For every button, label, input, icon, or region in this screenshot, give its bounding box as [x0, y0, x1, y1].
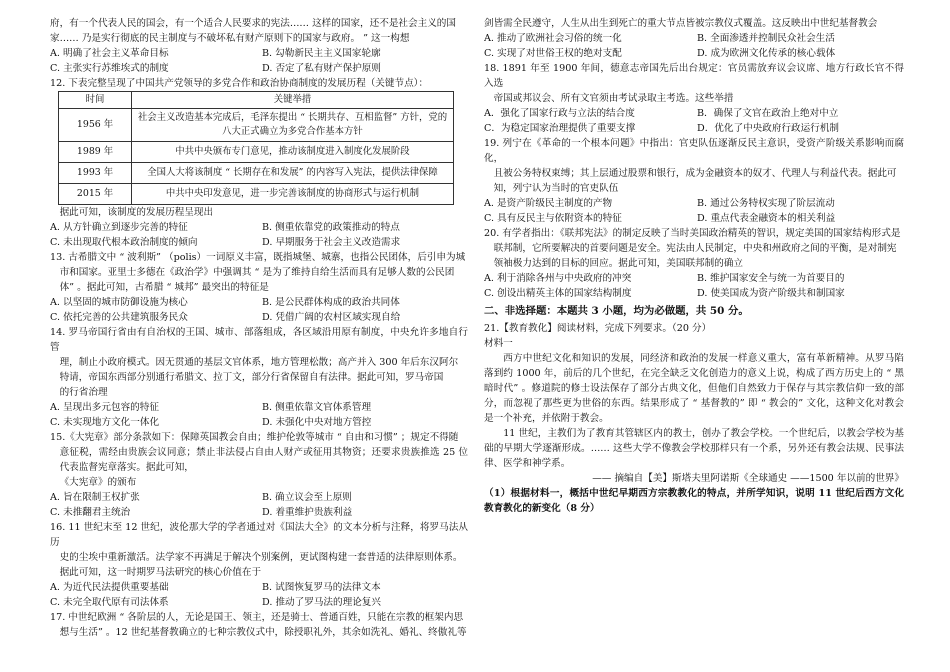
q11-line: 家…… 乃是实行彻底的民主制度与不破坏私有财产原则下的国家与政府。 ” 这一构想: [50, 33, 410, 44]
q13-line: 市和国家。亚里士多德在《政治学》中强调其 “ 是为了维持自给生活而具有足够人数的公民团: [59, 267, 455, 278]
q20-line: 领袖极力达到的目标的回应。据此可知，美国联邦制的确立: [493, 258, 744, 269]
option-a[interactable]: A. 推动了欧洲社会习俗的统一化: [484, 33, 622, 44]
q15-line: 15.《大宪章》部分条款如下：保障英国教会自由；维护伦敦等城市 “ 自由和习惯” ；规定不得随: [50, 432, 459, 443]
q17-options: [484, 31, 904, 61]
section-heading: 二、非选择题：本题共 3 小题，均为必做题，共 50 分。: [484, 305, 749, 317]
q14-line: 14. 罗马帝国行省由有自治权的王国、城市、部落组成，各区域沿用原有制度，中央允许多地自行管: [50, 327, 468, 353]
q19-line: 知，列宁认为当时的官吏队伍: [493, 183, 619, 194]
q19-line: 19. 列宁在《革命的一个根本问题》中指出：官吏队伍逐渐反民主意识，受资产阶级关系影响而腐化，: [484, 138, 904, 164]
q18-line: 18. 1891 年至 1900 年间，德意志帝国先后出台规定：官员需放弃议会议席、地方行政长官不得入选: [484, 63, 904, 89]
q16-line: 据此可知，这一时期罗马法研究的核心价值在于: [59, 567, 262, 578]
table-cell-year: 1993 年: [59, 163, 132, 184]
option-b[interactable]: B. 是公民群体构成的政治共同体: [262, 297, 400, 308]
option-d[interactable]: D. 重点代表金融资本的相关利益: [697, 213, 836, 224]
q11-line: 府，有一个代表人民的国会，有一个适合人民要求的宪法…… 这样的国家，还不是社会主义的国: [50, 18, 456, 29]
q12-tail: 据此可知，该制度的发展历程呈现出: [59, 207, 214, 218]
q13-line: 体” 。据此可知，古希腊 “ 城邦” 最突出的特征是: [59, 282, 269, 293]
option-b[interactable]: B. 确立议会至上原则: [262, 492, 352, 503]
option-c[interactable]: C. 具有反民主与依附资本的特征: [484, 213, 622, 224]
table-cell-event: 中共中央印发意见，进一步完善该制度的协商形式与运行机制: [132, 184, 454, 205]
q16-line: 16. 11 世纪末至 12 世纪，波伦那大学的学者通过对《国法大全》的文本分析与注释，将罗马法从历: [50, 522, 468, 548]
q20-line: 联邦制，它所要解决的首要问题是安全。宪法由人民制定，中央和州政府之间的平衡，是对制宪: [493, 243, 897, 254]
option-d[interactable]: D. 着重维护贵族利益: [262, 507, 353, 518]
option-c[interactable]: C．为稳定国家治理提供了重要支撑: [484, 123, 636, 134]
table-cell-event: 中共中央颁布专门意见，推动该制度进入制度化发展阶段: [132, 142, 454, 163]
material-paragraph: 11 世纪，主教们为了教育其管辖区内的教士，创办了教会学校。一个世纪后，以教会学校为基础的早期大学逐渐形成。…… 这些大学不像教会学校那样只有一个系，另外还有教会法规、民事法律、医学和神学系。: [484, 428, 904, 469]
q16-line: 史的尘埃中重新激活。法学家不再满足于解决个别案例，更试图构建一套普适的法律原则体系。: [59, 552, 463, 563]
question-15: [50, 430, 468, 520]
option-b[interactable]: B. 侧重依靠文官体系管理: [262, 402, 372, 413]
option-c[interactable]: C. 创设出精英主体的国家结构制度: [484, 288, 632, 299]
option-a[interactable]: A. 为近代民法提供重要基础: [50, 582, 169, 593]
option-a[interactable]: A. 是资产阶级民主制度的产物: [484, 198, 613, 209]
question-16: [50, 520, 468, 610]
table-row: [59, 109, 454, 142]
option-d[interactable]: D. 早期服务于社会主义改造需求: [262, 237, 401, 248]
q21-title: 21.【教育教化】阅读材料，完成下列要求。（20 分）: [484, 323, 712, 334]
option-c[interactable]: C. 实现了对世俗王权的绝对支配: [484, 48, 622, 59]
option-c[interactable]: C. 未完全取代原有司法体系: [50, 597, 169, 608]
q14-line: 理，制止小政府模式。因无贯通的基层文官体系，地方管理松散；高产并入 300 年后东汉阿尔: [59, 357, 459, 368]
option-d[interactable]: D. 否定了私有财产保护原则: [262, 63, 381, 74]
q16-options: [50, 580, 468, 610]
option-a[interactable]: A. 利于消除各州与中央政府的冲突: [484, 273, 632, 284]
question-13: [50, 250, 468, 325]
option-a[interactable]: A. 从方针确立到逐步完善的特征: [50, 222, 188, 233]
q14-line: 的行省治理: [59, 387, 108, 398]
table-cell-event: 全国人大将该制度 “ 长期存在和发展” 的内容写入宪法，提供法律保障: [132, 163, 454, 184]
option-a[interactable]: A. 以坚固的城市防御设施为核心: [50, 297, 188, 308]
q18-options: [484, 106, 904, 136]
table-row: [59, 142, 454, 163]
right-column: [484, 16, 904, 516]
question-19: [484, 136, 904, 226]
question-14: [50, 325, 468, 430]
table-header-time: 时间: [59, 92, 132, 109]
q11-options: [50, 46, 468, 76]
table-cell-year: 2015 年: [59, 184, 132, 205]
q15-options: [50, 490, 468, 520]
question-21: [484, 321, 904, 516]
q19-line: 且被公务特权束缚；其上层通过股票和银行，成为金融资本的奴才、代理人与利益代表。据此可: [493, 168, 897, 179]
table-row: [59, 184, 454, 205]
option-a[interactable]: A. 旨在限制王权扩张: [50, 492, 140, 503]
option-b[interactable]: B. 勾勒新民主主义国家轮廓: [262, 48, 381, 59]
question-18: [484, 61, 904, 136]
option-b[interactable]: B. 全面渗透并控制民众社会生活: [697, 33, 835, 44]
q12-table: [58, 91, 454, 205]
q13-line: 13. 古希腊文中 “ 波利斯” （polis）一词原义丰富，既指城堡、城寨，也指公民团体，后引申为城: [50, 252, 466, 263]
option-b[interactable]: B. 试图恢复罗马的法律文本: [262, 582, 381, 593]
q20-line: 20. 有学者指出：《联邦宪法》的制定反映了当时美国政治精英的智识，规定美国的国家结构形式是: [484, 228, 901, 239]
option-c[interactable]: C. 主张实行苏维埃式的制度: [50, 63, 169, 74]
option-b[interactable]: B．确保了文官在政治上绝对中立: [697, 108, 839, 119]
material-source: —— 摘编自【美】斯塔夫里阿诺斯《全球通史 ——1500 年以前的世界》: [592, 473, 904, 484]
option-c[interactable]: C. 未出现取代根本政治制度的倾向: [50, 237, 198, 248]
q19-options: [484, 196, 904, 226]
table-cell-year: 1989 年: [59, 142, 132, 163]
option-d[interactable]: D. 使美国成为资产阶级共和制国家: [697, 288, 845, 299]
q15-line: 意征税，需经由贵族会议同意；禁止非法侵占自由人财产或征用其物资；还要求贵族推选 25 位代表监督宪章落实。据此可知，: [59, 447, 468, 473]
option-d[interactable]: D．优化了中央政府行政运行机制: [697, 123, 840, 134]
option-c[interactable]: C. 未实现地方文化一体化: [50, 417, 160, 428]
q13-options: [50, 295, 468, 325]
question-12: [50, 76, 468, 250]
q20-options: [484, 271, 904, 301]
option-c[interactable]: C. 未推翻君主统治: [50, 507, 131, 518]
q14-line: 特请，帝国东西部分别通行希腊文、拉丁文，部分行省保留自有法律。据此可知，罗马帝国: [59, 372, 444, 383]
table-cell-event: 社会主义改造基本完成后，毛泽东提出 “ 长期共存、互相监督” 方针，党的八大正式确立为多党合作基本方针: [132, 109, 454, 142]
q21-task: （1）根据材料一，概括中世纪早期西方宗教教化的特点，并所学知识，说明 11 世纪后西方文化教育教化的新变化（8 分）: [484, 488, 904, 514]
left-column: [50, 16, 468, 640]
q17-line: 想与生活” 。12 世纪基督教确立的七种宗教仪式中，除授职礼外，其余如洗礼、婚礼、终傲礼等: [59, 627, 467, 638]
option-a[interactable]: A．强化了国家行政与立法的结合度: [484, 108, 635, 119]
q14-options: [50, 400, 468, 430]
option-d[interactable]: D. 推动了罗马法的理论复兴: [262, 597, 381, 608]
table-row: [59, 163, 454, 184]
option-a[interactable]: A. 呈现出多元包容的特征: [50, 402, 159, 413]
option-a[interactable]: A. 明确了社会主义革命目标: [50, 48, 169, 59]
q17-line: 17. 中世纪欧洲 “ 各阶层的人，无论是国王、领主，还是骑士、普通百姓，只能在宗教的框架内思: [50, 612, 464, 623]
option-b[interactable]: B. 侧重依靠党的政策推动的特点: [262, 222, 400, 233]
q18-line: 帝国或邦议会、所有文官须由考试录取主考选。这些举措: [493, 93, 734, 104]
question-17: [50, 610, 468, 640]
table-cell-year: 1956 年: [59, 109, 132, 142]
q15-line: 《大宪章》的颁布: [59, 477, 137, 488]
material-paragraph: 西方中世纪文化和知识的发展，同经济和政治的发展一样意义重大，富有革新精神。从罗马陷落到约 1000 年，前后的几个世纪，在完全缺乏文化创造力的意义上说，构成了西方历史上的 “ 黑暗时代” 。修道院的修士设法保存了部分古典文化，但他们自然致力于保存与其宗教信仰一致的部分，而忽视了那些更为世俗的东西。结果形成了 “ 基督教的” 即 “ 教会的” 文化，这种文化对教会是一个补充，并依附于教会。: [484, 353, 904, 424]
material-label: 材料一: [484, 338, 513, 349]
option-d[interactable]: D. 未强化中央对地方管控: [262, 417, 372, 428]
option-b[interactable]: B. 通过公务特权实现了阶层流动: [697, 198, 835, 209]
q17-line: 剑皆需全民遵守，人生从出生到死亡的重大节点皆被宗教仪式覆盖。这反映出中世纪基督教会: [484, 18, 878, 29]
option-c[interactable]: C. 依托完善的公共建筑服务民众: [50, 312, 188, 323]
option-d[interactable]: D. 成为欧洲文化传承的核心载体: [697, 48, 836, 59]
table-header-measures: 关键举措: [132, 92, 454, 109]
question-17-continued: [484, 16, 904, 61]
option-b[interactable]: B. 维护国家安全与统一为首要目的: [697, 273, 845, 284]
q12-stem: 12. 下表完整呈现了中国共产党领导的多党合作和政治协商制度的发展历程（关键节点）：: [50, 78, 429, 89]
q12-options: [50, 220, 468, 250]
question-20: [484, 226, 904, 301]
question-11-continued: [50, 16, 468, 76]
option-d[interactable]: D. 凭借广阔的农村区域实现自给: [262, 312, 401, 323]
